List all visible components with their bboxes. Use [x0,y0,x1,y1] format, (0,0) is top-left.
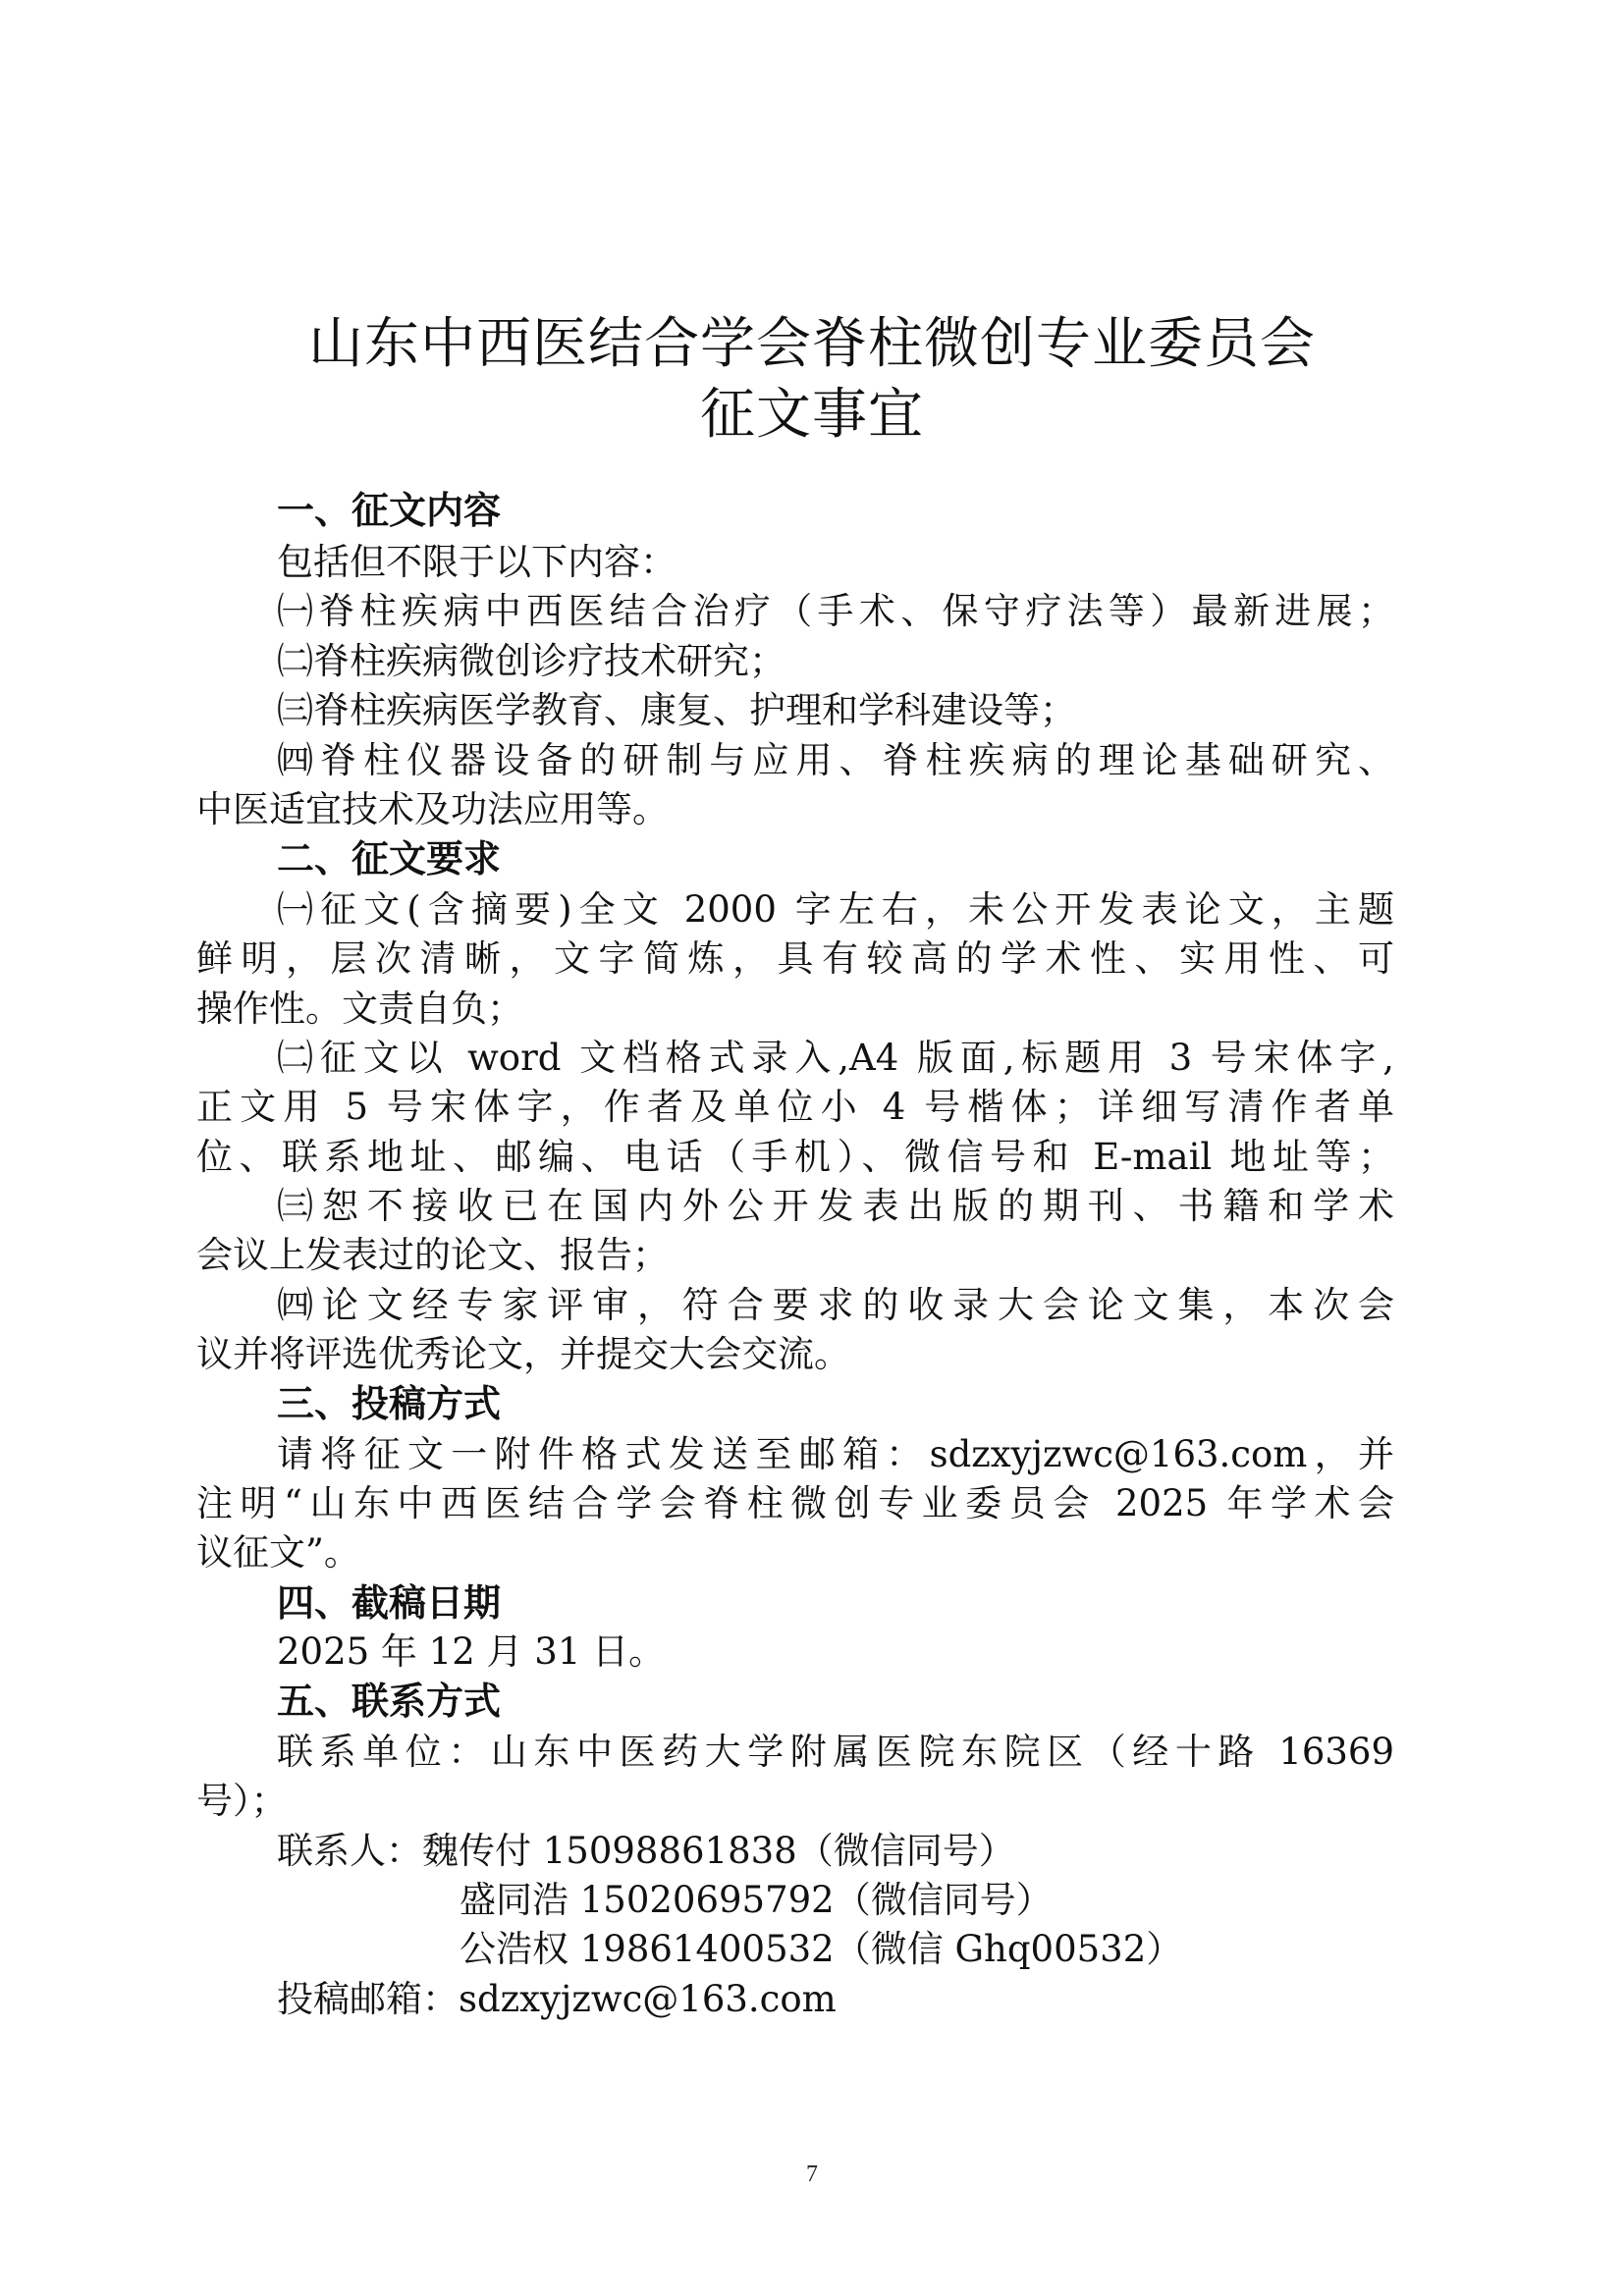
submission-text: 请将征文一附件格式发送至邮箱：sdzxyjzwc@163.com，并 [277,1433,1394,1475]
section-heading-deadline: 四、截稿日期 [277,1581,502,1625]
contact-email: 投稿邮箱：sdzxyjzwc@163.com [277,1978,837,2020]
requirement-4-cont: 议并将评选优秀论文，并提交大会交流。 [196,1333,850,1375]
content-item-2: ㈡脊柱疾病微创诊疗技术研究； [277,640,785,682]
requirement-1-cont: 操作性。文责自负； [196,988,523,1030]
submission-text-cont: 议征文”。 [196,1531,360,1574]
requirement-2-cont: 正文用 5 号宋体字，作者及单位小 4 号楷体；详细写清作者单 [196,1086,1394,1128]
contact-person-1: 联系人：魏传付 15098861838（微信同号） [277,1830,1015,1872]
document-title: 山东中西医结合学会脊柱微创专业委员会 [308,312,1316,376]
content-item-4: ㈣脊柱仪器设备的研制与应用、脊柱疾病的理论基础研究、 [277,739,1394,781]
requirement-2: ㈡征文以 word 文档格式录入,A4 版面,标题用 3 号宋体字, [277,1037,1394,1079]
requirement-1-cont: 鲜明，层次清晰，文字简炼，具有较高的学术性、实用性、可 [196,937,1394,980]
document-subtitle: 征文事宜 [700,383,924,447]
section-heading-contact: 五、联系方式 [277,1680,502,1723]
contact-unit-cont: 号）； [196,1780,288,1822]
requirement-4: ㈣论文经专家评审，符合要求的收录大会论文集，本次会 [277,1284,1394,1326]
requirement-3-cont: 会议上发表过的论文、报告； [196,1234,669,1276]
section-heading-submission: 三、投稿方式 [277,1382,502,1425]
content-item-4-cont: 中医适宜技术及功法应用等。 [196,788,669,830]
requirement-3: ㈢恕不接收已在国内外公开发表出版的期刊、书籍和学术 [277,1185,1394,1227]
section-heading-requirements: 二、征文要求 [277,837,502,881]
contact-person-2: 盛同浩 15020695792（微信同号） [460,1879,1053,1921]
contact-person-3: 公浩权 19861400532（微信 Ghq00532） [460,1928,1183,1970]
content-item-3: ㈢脊柱疾病医学教育、康复、护理和学科建设等； [277,689,1076,731]
content-item-1: ㈠脊柱疾病中西医结合治疗（手术、保守疗法等）最新进展； [277,590,1394,632]
submission-text-cont: 注明“山东中西医结合学会脊柱微创专业委员会 2025 年学术会 [196,1482,1394,1524]
page-number: 7 [806,2162,818,2187]
contact-unit: 联系单位：山东中医药大学附属医院东院区（经十路 16369 [277,1731,1394,1773]
requirement-2-cont: 位、联系地址、邮编、电话（手机）、微信号和 E-mail 地址等； [196,1136,1394,1178]
content-intro: 包括但不限于以下内容： [277,541,677,583]
section-heading-content: 一、征文内容 [277,489,502,532]
deadline-date: 2025 年 12 月 31 日。 [277,1630,666,1673]
requirement-1: ㈠征文(含摘要)全文 2000 字左右，未公开发表论文，主题 [277,888,1394,931]
